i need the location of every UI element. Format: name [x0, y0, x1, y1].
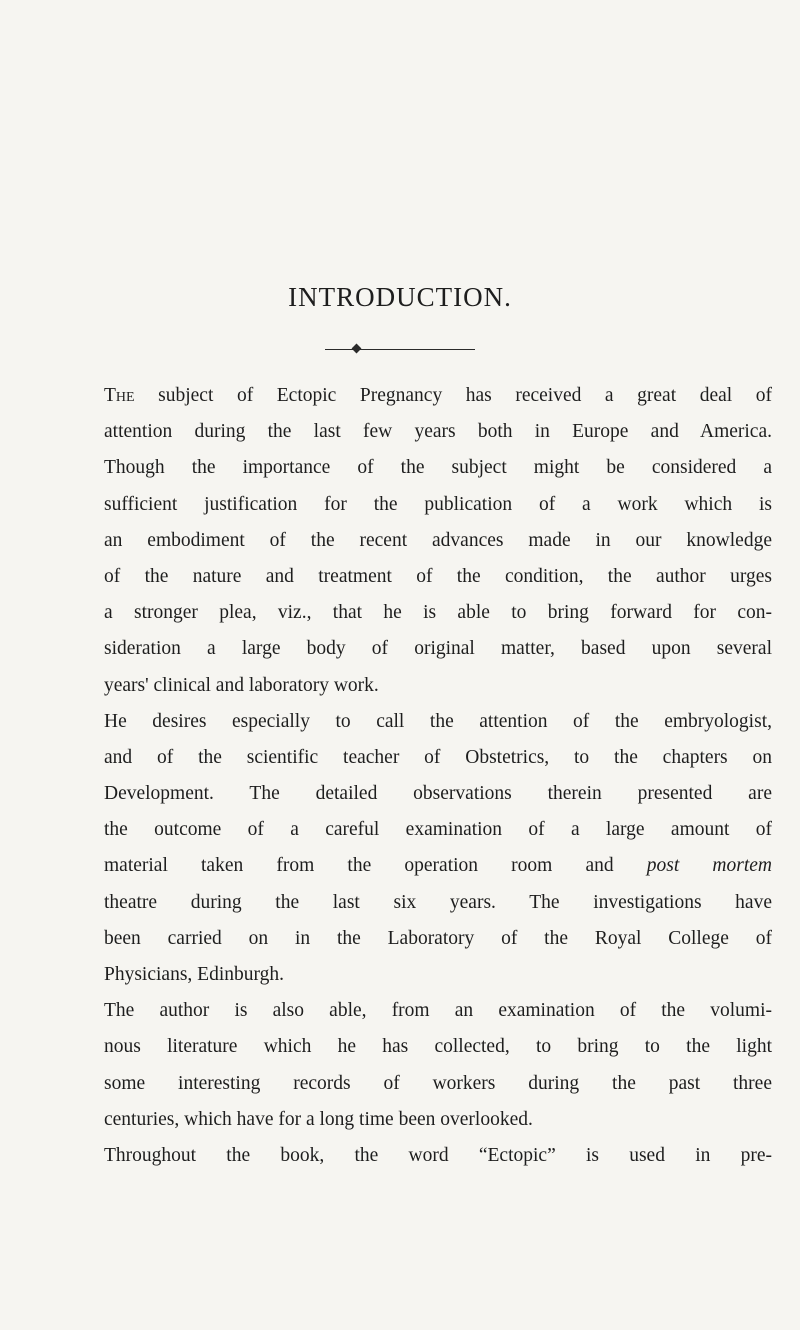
text-line: the outcome of a careful examination of a large amount of — [104, 819, 772, 841]
text-line: Though the importance of the subject might be considered a — [104, 457, 772, 479]
text-line: He desires especially to call the attention of the embryologist, — [104, 710, 772, 732]
text-line: sideration a large body of original matter, based upon several — [104, 638, 772, 660]
text-line: Throughout the book, the word “Ectopic” is used in pre- — [104, 1144, 772, 1166]
text-line: material taken from the operation room and post mortem — [104, 855, 772, 877]
text-line: years' clinical and laboratory work. — [104, 674, 379, 696]
text-line: The author is also able, from an examination of the volumi- — [104, 1000, 772, 1022]
text-line: some interesting records of workers during the past three — [104, 1072, 772, 1094]
ornamental-rule — [325, 349, 475, 350]
text-line: a stronger plea, viz., that he is able to bring forward for con- — [104, 602, 772, 624]
rule-diamond-ornament — [352, 344, 362, 354]
text-line: and of the scientific teacher of Obstetrics, to the chapters on — [104, 746, 772, 768]
text-line: nous literature which he has collected, to bring to the light — [104, 1036, 772, 1058]
text-line: of the nature and treatment of the condition, the author urges — [104, 565, 772, 587]
text-line: sufficient justification for the publication of a work which is — [104, 493, 772, 515]
text-line: Development. The detailed observations therein presented are — [104, 783, 772, 805]
text-line: The subject of Ectopic Pregnancy has received a great deal of — [104, 385, 772, 406]
text-line: Physicians, Edinburgh. — [104, 964, 285, 985]
opening-small-caps-word: The — [104, 385, 135, 406]
text-line: been carried on in the Laboratory of the Royal College of — [104, 927, 772, 949]
page-heading: INTRODUCTION. — [288, 282, 512, 312]
body-text — [104, 378, 794, 1174]
text-line: centuries, which have for a long time been overlooked. — [104, 1108, 533, 1130]
italic-phrase: post mortem — [646, 855, 772, 877]
text-line: theatre during the last six years. The investigations have — [104, 891, 772, 913]
text-line: an embodiment of the recent advances made in our knowledge — [104, 529, 772, 551]
text-line: attention during the last few years both in Europe and America. — [104, 421, 772, 443]
